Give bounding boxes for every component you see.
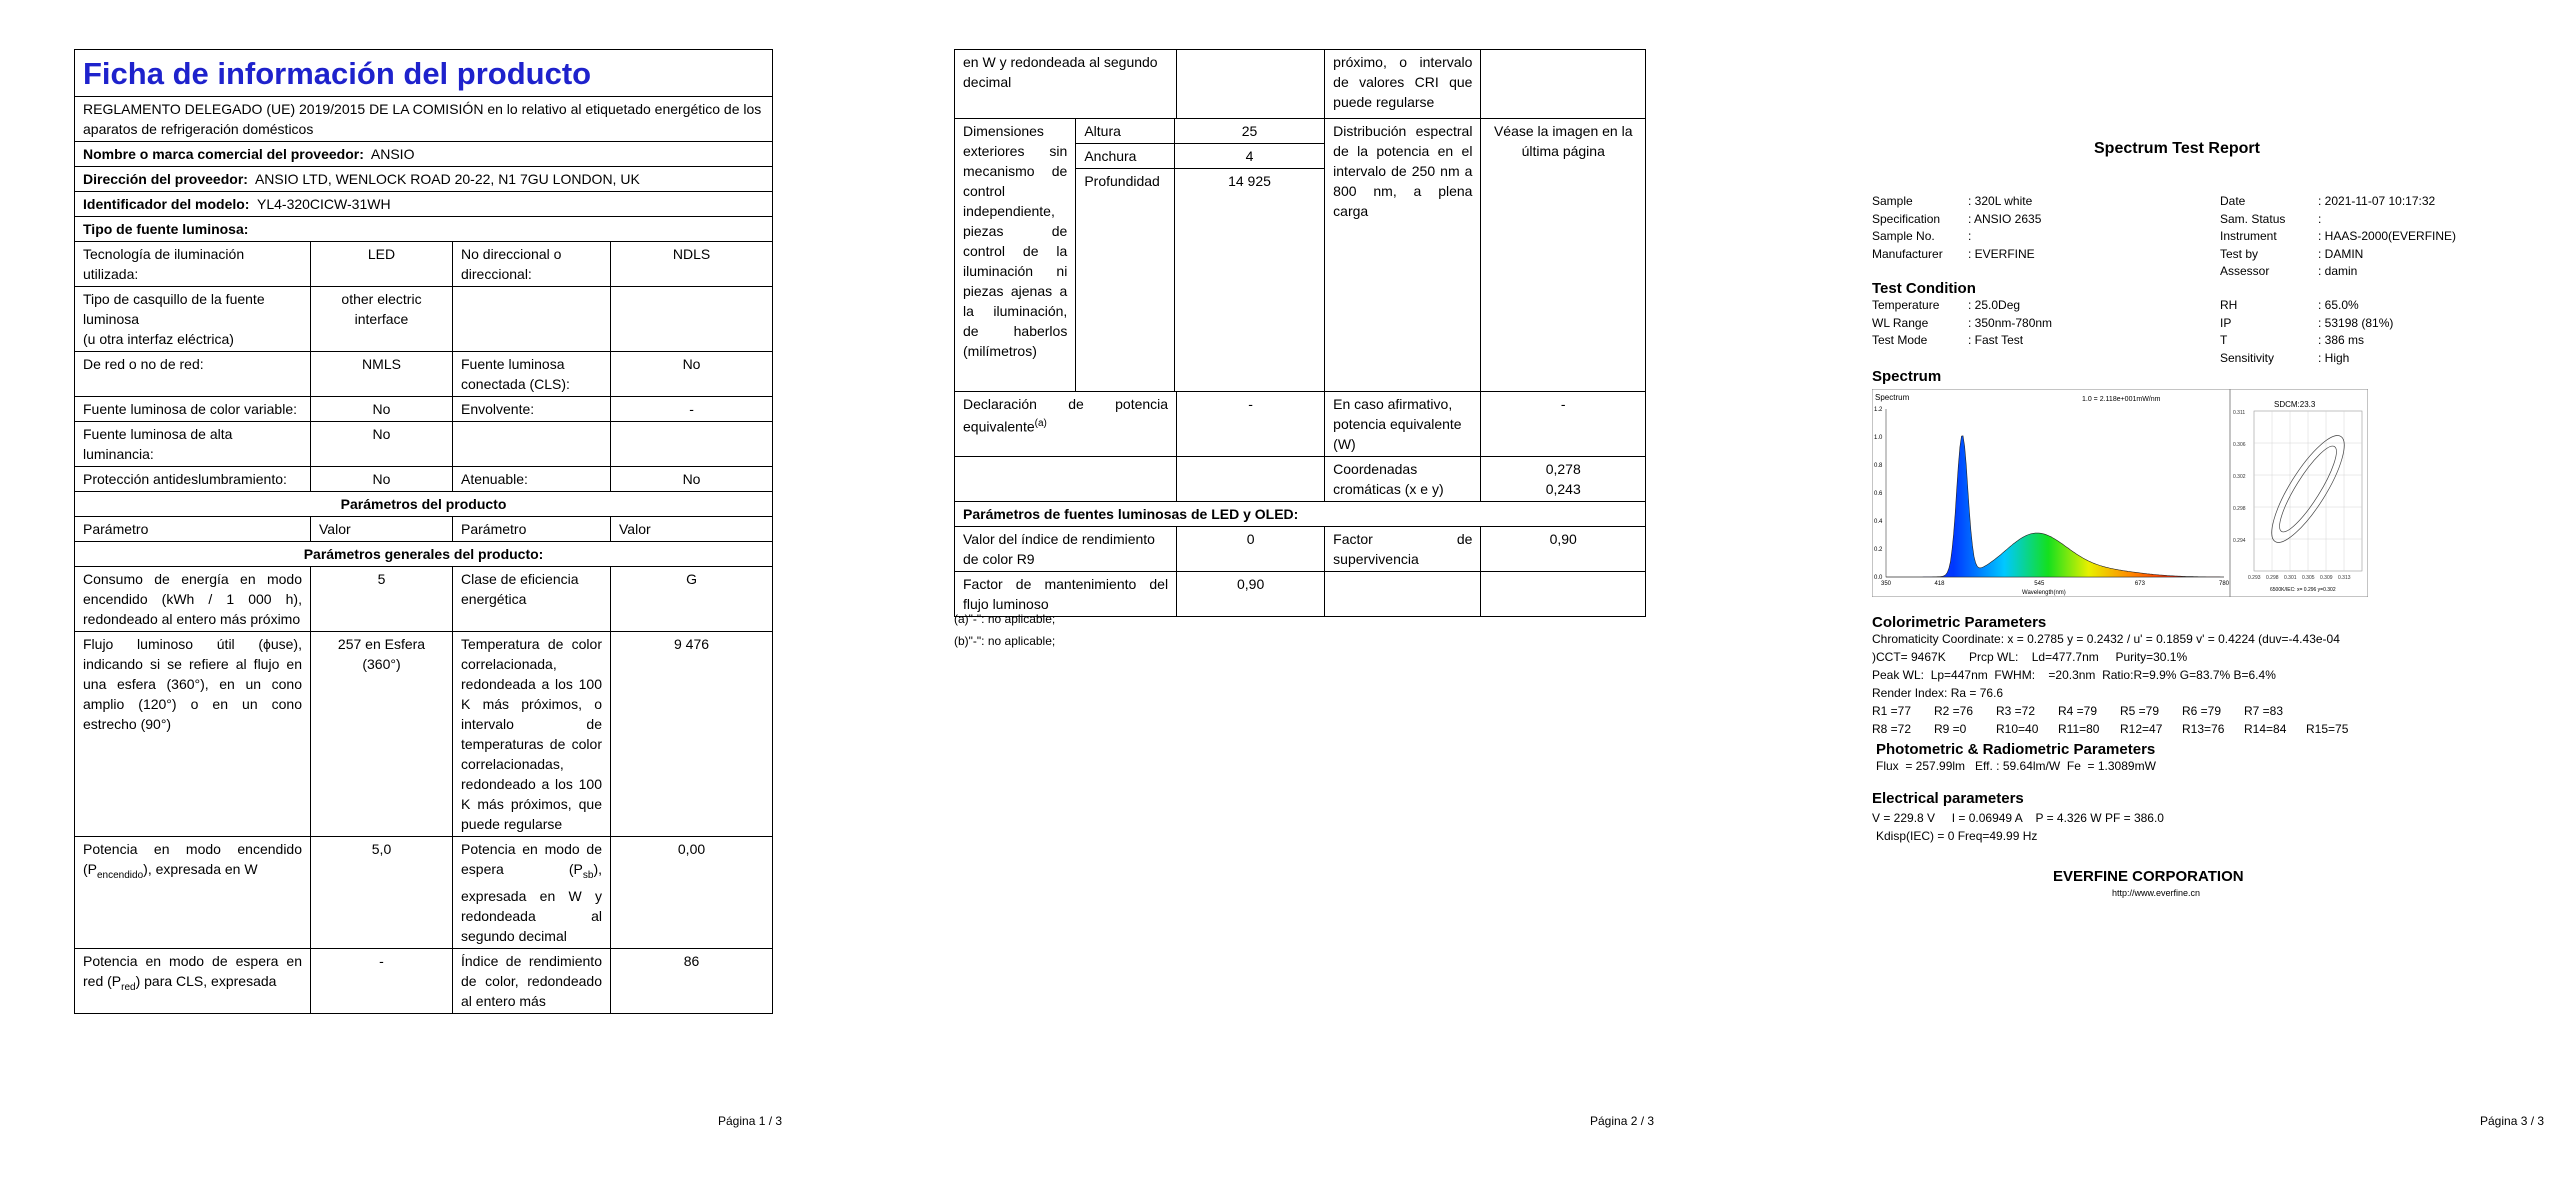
info-key: Test by xyxy=(2220,246,2259,261)
sdcm-footer: 6500K/IEC: x= 0.296 y=0.302 xyxy=(2270,587,2336,593)
supplier-name: ANSIO xyxy=(370,146,415,162)
page-number-3: Página 3 / 3 xyxy=(2480,1114,2545,1128)
chroma-label: Coordenadas cromáticas (x e y) xyxy=(1325,457,1481,502)
info-value: : DAMIN xyxy=(2318,246,2364,261)
x-tick-label: 418 xyxy=(1934,581,1945,587)
equiv-value: - xyxy=(1177,392,1325,457)
dimmable-value: No xyxy=(611,467,773,492)
sdcm-chart xyxy=(2230,389,2368,597)
condition-right xyxy=(2220,297,2393,367)
document-title: Ficha de información del producto xyxy=(75,50,773,97)
standby-label-b: ), expresada en W y redondeada al segundo decimal xyxy=(461,861,602,944)
cap-value: other electric interface xyxy=(311,287,453,352)
cond-row xyxy=(2220,332,2393,350)
condition-left xyxy=(1872,297,2052,350)
info-key: Sam. Status xyxy=(2220,211,2286,226)
colour-label: Fuente luminosa de color variable: xyxy=(75,397,311,422)
spectral-value: Véase la imagen en la última página xyxy=(1481,119,1646,392)
model-id: YL4-320CICW-31WH xyxy=(257,196,391,212)
standby-sub: sb xyxy=(582,869,594,881)
color-line-3: Peak WL: Lp=447nm FWHM: =20.3nm Ratio:R=9.9% G=83.7% B=6.4% xyxy=(1872,668,2276,682)
power-on-value: 5,0 xyxy=(311,837,453,949)
tech-label: Tecnología de iluminación utilizada: xyxy=(75,242,311,287)
render-index-value: R3 =72 xyxy=(1996,704,2036,718)
cont-right: próximo, o intervalo de valores CRI que puede regularse xyxy=(1325,50,1481,119)
survival-value: 0,90 xyxy=(1481,527,1646,572)
sdcm-x-tick: 0.301 xyxy=(2284,575,2297,581)
sdcm-y-tick: 0.294 xyxy=(2233,538,2246,544)
survival-label: Factor de supervivencia xyxy=(1325,527,1481,572)
page-number-1: Página 1 / 3 xyxy=(718,1114,783,1128)
colorimetric-heading: Colorimetric Parameters xyxy=(1872,614,2047,631)
info-value: : EVERFINE xyxy=(1968,246,2035,261)
flux-value: 257 en Esfera (360°) xyxy=(311,632,453,837)
render-index-value: R4 =79 xyxy=(2058,704,2098,718)
cond-key: Test Mode xyxy=(1872,333,1928,347)
sample-info xyxy=(1872,193,2041,263)
cont-left: en W y redondeada al segundo decimal xyxy=(955,50,1177,119)
envelope-value: - xyxy=(611,397,773,422)
net-standby-sub: red xyxy=(121,981,136,993)
chroma-values xyxy=(1481,457,1646,502)
colour-value: No xyxy=(311,397,453,422)
cap-label: Tipo de casquillo de la fuente luminosa xyxy=(83,291,265,327)
cond-row xyxy=(1872,297,2052,315)
company-name: EVERFINE CORPORATION xyxy=(2053,868,2244,885)
standby-label xyxy=(453,837,611,949)
envelope-label: Envolvente: xyxy=(453,397,611,422)
mains-value: NMLS xyxy=(311,352,453,397)
dimensions-table xyxy=(1076,119,1324,391)
chroma-y: 0,243 xyxy=(1545,481,1581,497)
col-param-2: Parámetro xyxy=(453,517,611,542)
model-row xyxy=(75,192,773,217)
affirm-value: - xyxy=(1481,392,1646,457)
y-tick-label: 0.4 xyxy=(1874,519,1883,525)
sdcm-frame xyxy=(2230,389,2368,597)
cond-row xyxy=(2220,350,2393,368)
render-index-row-1 xyxy=(1872,704,2306,718)
col-value-1: Valor xyxy=(311,517,453,542)
page-1 xyxy=(0,0,840,1180)
r9-value: 0 xyxy=(1177,527,1325,572)
y-tick-label: 1.0 xyxy=(1874,435,1883,441)
sdcm-y-tick: 0.311 xyxy=(2233,410,2246,416)
render-index-value: R9 =0 xyxy=(1934,722,1967,736)
power-on-label xyxy=(75,837,311,949)
cond-key: IP xyxy=(2220,315,2232,330)
class-value: G xyxy=(611,567,773,632)
info-row xyxy=(1872,211,2041,229)
cap-label-2: (u otra interfaz eléctrica) xyxy=(83,331,234,347)
dimmable-label: Atenuable: xyxy=(453,467,611,492)
r9-label: Valor del índice de rendimiento de color R9 xyxy=(955,527,1177,572)
width-label: Anchura xyxy=(1076,144,1174,169)
cond-key: RH xyxy=(2220,298,2238,312)
cond-key: WL Range xyxy=(1872,315,1929,330)
info-row xyxy=(2220,228,2456,246)
cond-value: : 65.0% xyxy=(2318,298,2359,312)
render-index-value: R14=84 xyxy=(2244,722,2287,736)
energy-label: Consumo de energía en modo encendido (kWh / 1 000 h), redondeado al entero más próximo xyxy=(75,567,311,632)
supplier-address: ANSIO LTD, WENLOCK ROAD 20-22, N1 7GU LONDON, UK xyxy=(254,171,640,187)
info-key: Date xyxy=(2220,194,2246,208)
nondirectional-value: NDLS xyxy=(611,242,773,287)
x-tick-label: 545 xyxy=(2034,581,2045,587)
led-params-heading: Parámetros de fuentes luminosas de LED y OLED: xyxy=(955,502,1646,527)
supplier-name-row xyxy=(75,142,773,167)
electrical-line-2: Kdisp(IEC) = 0 Freq=49.99 Hz xyxy=(1876,829,2038,843)
render-index-value: R5 =79 xyxy=(2120,704,2160,718)
render-index-row-2 xyxy=(1872,722,2368,736)
info-value: : xyxy=(1968,229,1972,243)
info-key: Assessor xyxy=(2220,264,2270,278)
dims-label: Dimensiones exteriores sin mecanismo de control independiente, piezas de control de la iluminación ni piezas ajenas a la iluminación, de haberlos (milímetros) xyxy=(955,119,1076,392)
net-standby-label-b: ) para CLS, expresada xyxy=(135,972,277,989)
x-tick-label: 673 xyxy=(2134,581,2145,587)
sdcm-title: SDCM:23.3 xyxy=(2274,400,2316,409)
sdcm-x-tick: 0.298 xyxy=(2266,575,2279,581)
info-key: Manufacturer xyxy=(1872,246,1943,261)
info-row xyxy=(2220,211,2456,229)
render-index-value: R12=47 xyxy=(2120,722,2163,736)
cond-row xyxy=(1872,332,2052,350)
info-value: : damin xyxy=(2318,264,2358,278)
cct-label: Temperatura de color correlacionada, redondeada a los 100 K más próximos, o intervalo de temperaturas de color correlacionadas, redondeado a los 100 K más próximos, que puede regularse xyxy=(453,632,611,837)
nondirectional-label: No direccional o direccional: xyxy=(453,242,611,287)
cond-row xyxy=(1872,315,2052,333)
equiv-label xyxy=(955,392,1177,457)
product-info-table xyxy=(74,49,773,1014)
info-row xyxy=(1872,193,2041,211)
test-condition-heading: Test Condition xyxy=(1872,280,1976,297)
x-axis-label: Wavelength(nm) xyxy=(2022,590,2066,596)
info-value: : xyxy=(2318,211,2322,226)
electrical-heading: Electrical parameters xyxy=(1872,790,2024,807)
net-standby-value: - xyxy=(311,948,453,1013)
info-value: : 320L white xyxy=(1968,194,2033,208)
y-tick-label: 0.6 xyxy=(1874,491,1883,497)
cond-key: Temperature xyxy=(1872,298,1940,312)
render-index-value: R6 =79 xyxy=(2182,704,2222,718)
high-lum-value: No xyxy=(311,422,453,467)
x-tick-label: 780 xyxy=(2219,581,2230,587)
report-title: Spectrum Test Report xyxy=(2094,140,2260,157)
cct-value: 9 476 xyxy=(611,632,773,837)
glare-value: No xyxy=(311,467,453,492)
sdcm-x-tick: 0.313 xyxy=(2338,575,2351,581)
info-row xyxy=(1872,228,2041,246)
cond-value: : Fast Test xyxy=(1968,333,2024,347)
energy-value: 5 xyxy=(311,567,453,632)
render-index-value: R10=40 xyxy=(1996,722,2039,736)
cond-row xyxy=(2220,297,2393,315)
power-on-label-a: Potencia en modo encendido (P xyxy=(83,841,302,877)
power-on-sub: encendido xyxy=(97,869,144,881)
info-key: Sample xyxy=(1872,194,1913,208)
spectral-label: Distribución espectral de la potencia en el intervalo de 250 nm a 800 nm, a plena carga xyxy=(1325,119,1481,392)
info-key: Instrument xyxy=(2220,229,2277,243)
product-params-heading: Parámetros del producto xyxy=(75,492,773,517)
chroma-x: 0,278 xyxy=(1545,461,1581,477)
supplier-address-label: Dirección del proveedor: xyxy=(83,171,248,187)
info-value: : ANSIO 2635 xyxy=(1968,211,2042,226)
render-index-value: R15=75 xyxy=(2306,722,2349,736)
sdcm-y-tick: 0.306 xyxy=(2233,442,2246,448)
cond-value: : 53198 (81%) xyxy=(2318,315,2394,330)
regulation-text: REGLAMENTO DELEGADO (UE) 2019/2015 DE LA COMISIÓN en lo relativo al etiquetado energético de los aparatos de refrigeración domésticos xyxy=(75,97,773,142)
tech-value: LED xyxy=(311,242,453,287)
render-index-value: R1 =77 xyxy=(1872,704,1912,718)
mains-label: De red o no de red: xyxy=(75,352,311,397)
col-value-2: Valor xyxy=(611,517,773,542)
affirm-label: En caso afirmativo, potencia equivalente (W) xyxy=(1325,392,1481,457)
spectrum-heading: Spectrum xyxy=(1872,368,1942,385)
y-tick-label: 0.8 xyxy=(1874,463,1883,469)
connected-label: Fuente luminosa conectada (CLS): xyxy=(453,352,611,397)
cond-key: T xyxy=(2220,333,2228,347)
color-line-4: Render Index: Ra = 76.6 xyxy=(1872,686,2004,700)
supplier-address-row xyxy=(75,167,773,192)
cond-key: Sensitivity xyxy=(2220,350,2275,365)
test-info xyxy=(2220,193,2456,281)
cap-label-cell xyxy=(75,287,311,352)
footnote-b: (b)"-": no aplicable; xyxy=(954,634,1056,648)
sdcm-x-tick: 0.305 xyxy=(2302,575,2315,581)
col-param-1: Parámetro xyxy=(75,517,311,542)
info-key: Sample No. xyxy=(1872,229,1935,243)
flux-label: Flujo luminoso útil (ϕuse), indicando si se refiere al flujo en una esfera (360°), en un cono amplio (120°) o en un cono estrecho (90°) xyxy=(75,632,311,837)
info-row xyxy=(2220,263,2456,281)
page-2 xyxy=(880,0,1680,1180)
y-tick-label: 1.2 xyxy=(1874,407,1883,413)
high-lum-label: Fuente luminosa de alta luminancia: xyxy=(75,422,311,467)
info-value: : 2021-11-07 10:17:32 xyxy=(2318,194,2436,208)
spectrum-chart xyxy=(1872,389,2230,597)
chart-note: 1.0 = 2.118e+001mW/nm xyxy=(2082,396,2161,403)
net-standby-label xyxy=(75,948,311,1013)
standby-value: 0,00 xyxy=(611,837,773,949)
depth-label: Profundidad xyxy=(1076,169,1174,392)
info-row xyxy=(2220,193,2456,211)
light-type-label: Tipo de fuente luminosa: xyxy=(75,217,773,242)
sdcm-x-tick: 0.309 xyxy=(2320,575,2333,581)
render-index-value: R2 =76 xyxy=(1934,704,1974,718)
photometric-heading: Photometric & Radiometric Parameters xyxy=(1876,741,2156,758)
info-row xyxy=(2220,246,2456,264)
sdcm-y-tick: 0.302 xyxy=(2233,474,2246,480)
cond-value: : 350nm-780nm xyxy=(1968,315,2053,330)
footnote-a: (a)"-": no aplicable; xyxy=(954,612,1056,626)
photometric-line: Flux = 257.99lm Eff. : 59.64lm/W Fe = 1.3089mW xyxy=(1876,759,2156,773)
chart-title: Spectrum xyxy=(1875,393,1910,402)
maint-value: 0,90 xyxy=(1177,572,1325,617)
product-info-table-continued xyxy=(954,49,1646,617)
class-label: Clase de eficiencia energética xyxy=(453,567,611,632)
color-line-2: )CCT= 9467K Prcp WL: Ld=477.7nm Purity=30.1% xyxy=(1872,650,2188,664)
cond-value: : High xyxy=(2318,350,2350,365)
model-label: Identificador del modelo: xyxy=(83,196,250,212)
company-url: http://www.everfine.cn xyxy=(2112,888,2201,898)
sdcm-y-tick: 0.298 xyxy=(2233,506,2246,512)
glare-label: Protección antideslumbramiento: xyxy=(75,467,311,492)
y-tick-label: 0.2 xyxy=(1874,547,1883,553)
info-value: : HAAS-2000(EVERFINE) xyxy=(2318,229,2457,243)
standby-label-a: Potencia en modo de espera (P xyxy=(461,841,602,877)
sdcm-x-tick: 0.293 xyxy=(2248,575,2261,581)
cond-row xyxy=(2220,315,2393,333)
page-number-2: Página 2 / 3 xyxy=(1590,1114,1655,1128)
height-label: Altura xyxy=(1076,119,1174,144)
general-params-heading: Parámetros generales del producto: xyxy=(75,542,773,567)
electrical-line-1: V = 229.8 V I = 0.06949 A P = 4.326 W PF = 386.0 xyxy=(1872,811,2164,825)
height-value: 25 xyxy=(1174,119,1324,144)
cri-label: Índice de rendimiento de color, redondeado al entero más xyxy=(453,948,611,1013)
render-index-value: R8 =72 xyxy=(1872,722,1912,736)
info-key: Specification xyxy=(1872,211,1941,226)
power-on-label-b: ), expresada en W xyxy=(143,861,258,877)
depth-value: 14 925 xyxy=(1174,169,1324,392)
width-value: 4 xyxy=(1174,144,1324,169)
render-index-value: R7 =83 xyxy=(2244,704,2284,718)
connected-value: No xyxy=(611,352,773,397)
net-standby-label-a: Potencia en modo de espera en red (P xyxy=(83,952,302,989)
x-tick-label: 350 xyxy=(1881,581,1892,587)
cond-value: : 386 ms xyxy=(2318,333,2365,347)
page-3 xyxy=(1720,0,2560,1180)
equiv-sup: (a) xyxy=(1034,418,1047,429)
equiv-label-text: Declaración de potencia equivalente xyxy=(963,396,1169,435)
cri-value: 86 xyxy=(611,948,773,1013)
supplier-name-label: Nombre o marca comercial del proveedor: xyxy=(83,146,364,162)
render-index-value: R13=76 xyxy=(2182,722,2225,736)
render-index-value: R11=80 xyxy=(2058,722,2100,736)
color-line-1: Chromaticity Coordinate: x = 0.2785 y = 0.2432 / u' = 0.1859 v' = 0.4224 (duv=-4.43e-04 xyxy=(1872,632,2340,646)
maint-label: Factor de mantenimiento del flujo luminoso xyxy=(955,572,1177,617)
y-tick-label: 0.0 xyxy=(1874,575,1883,581)
cond-value: : 25.0Deg xyxy=(1968,298,2021,312)
info-row xyxy=(1872,246,2041,264)
